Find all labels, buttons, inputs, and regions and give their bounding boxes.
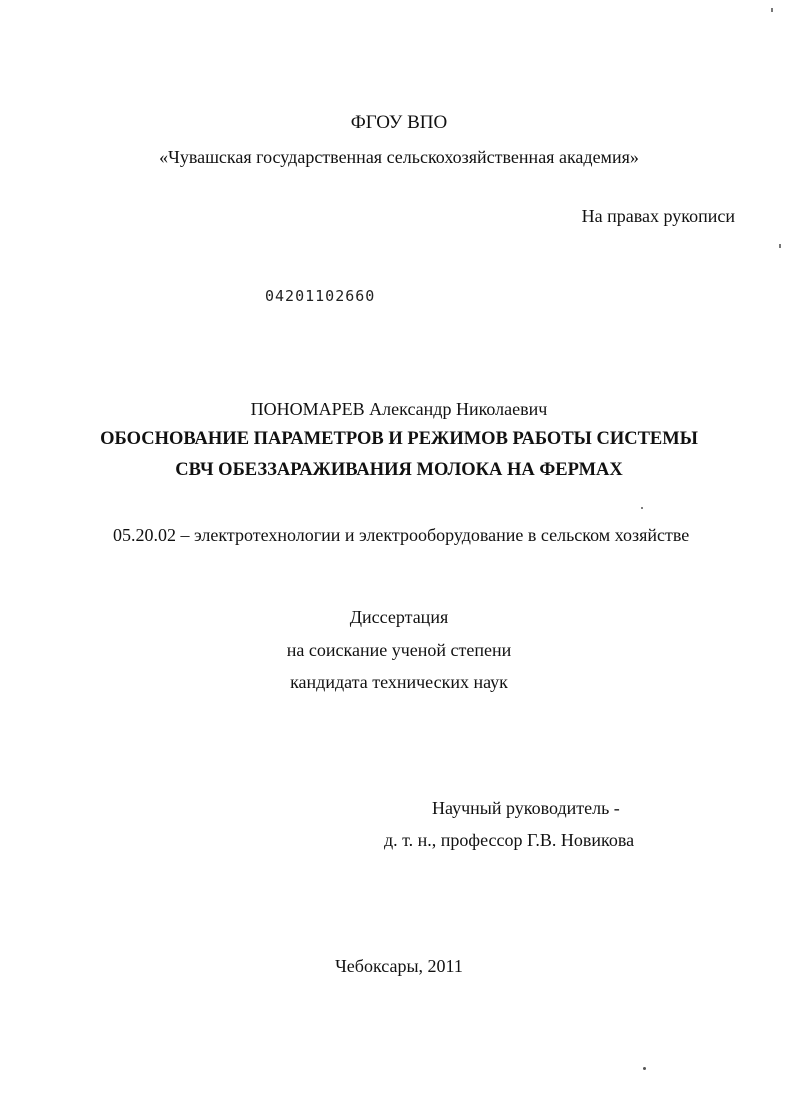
academy-name: «Чувашская государственная сельскохозяйственная академия»	[159, 147, 639, 167]
degree-field: кандидата технических наук	[290, 672, 508, 692]
degree-purpose: на соискание ученой степени	[286, 640, 512, 660]
dissertation-title-line-1: ОБОСНОВАНИЕ ПАРАМЕТРОВ И РЕЖИМОВ РАБОТЫ СИСТЕМЫ	[100, 429, 698, 449]
scan-speck	[643, 1067, 646, 1070]
scan-edge-mark	[779, 244, 781, 248]
specialty-code: 05.20.02 – электротехнологии и электрооборудование в сельском хозяйстве	[113, 525, 690, 545]
supervisor-role: Научный руководитель -	[432, 798, 620, 818]
catalog-number-stamp: 04201102660	[265, 287, 376, 305]
author-name: ПОНОМАРЕВ Александр Николаевич	[250, 399, 548, 419]
dissertation-title-line-2: СВЧ ОБЕЗЗАРАЖИВАНИЯ МОЛОКА НА ФЕРМАХ	[175, 460, 623, 480]
manuscript-note: На правах рукописи	[581, 206, 735, 226]
degree-type: Диссертация	[349, 607, 449, 627]
scan-speck	[641, 507, 643, 509]
organization-heading: ФГОУ ВПО	[350, 112, 448, 133]
supervisor-name: д. т. н., профессор Г.В. Новикова	[384, 830, 635, 850]
scan-edge-mark	[771, 8, 773, 12]
place-and-year: Чебоксары, 2011	[335, 956, 463, 976]
